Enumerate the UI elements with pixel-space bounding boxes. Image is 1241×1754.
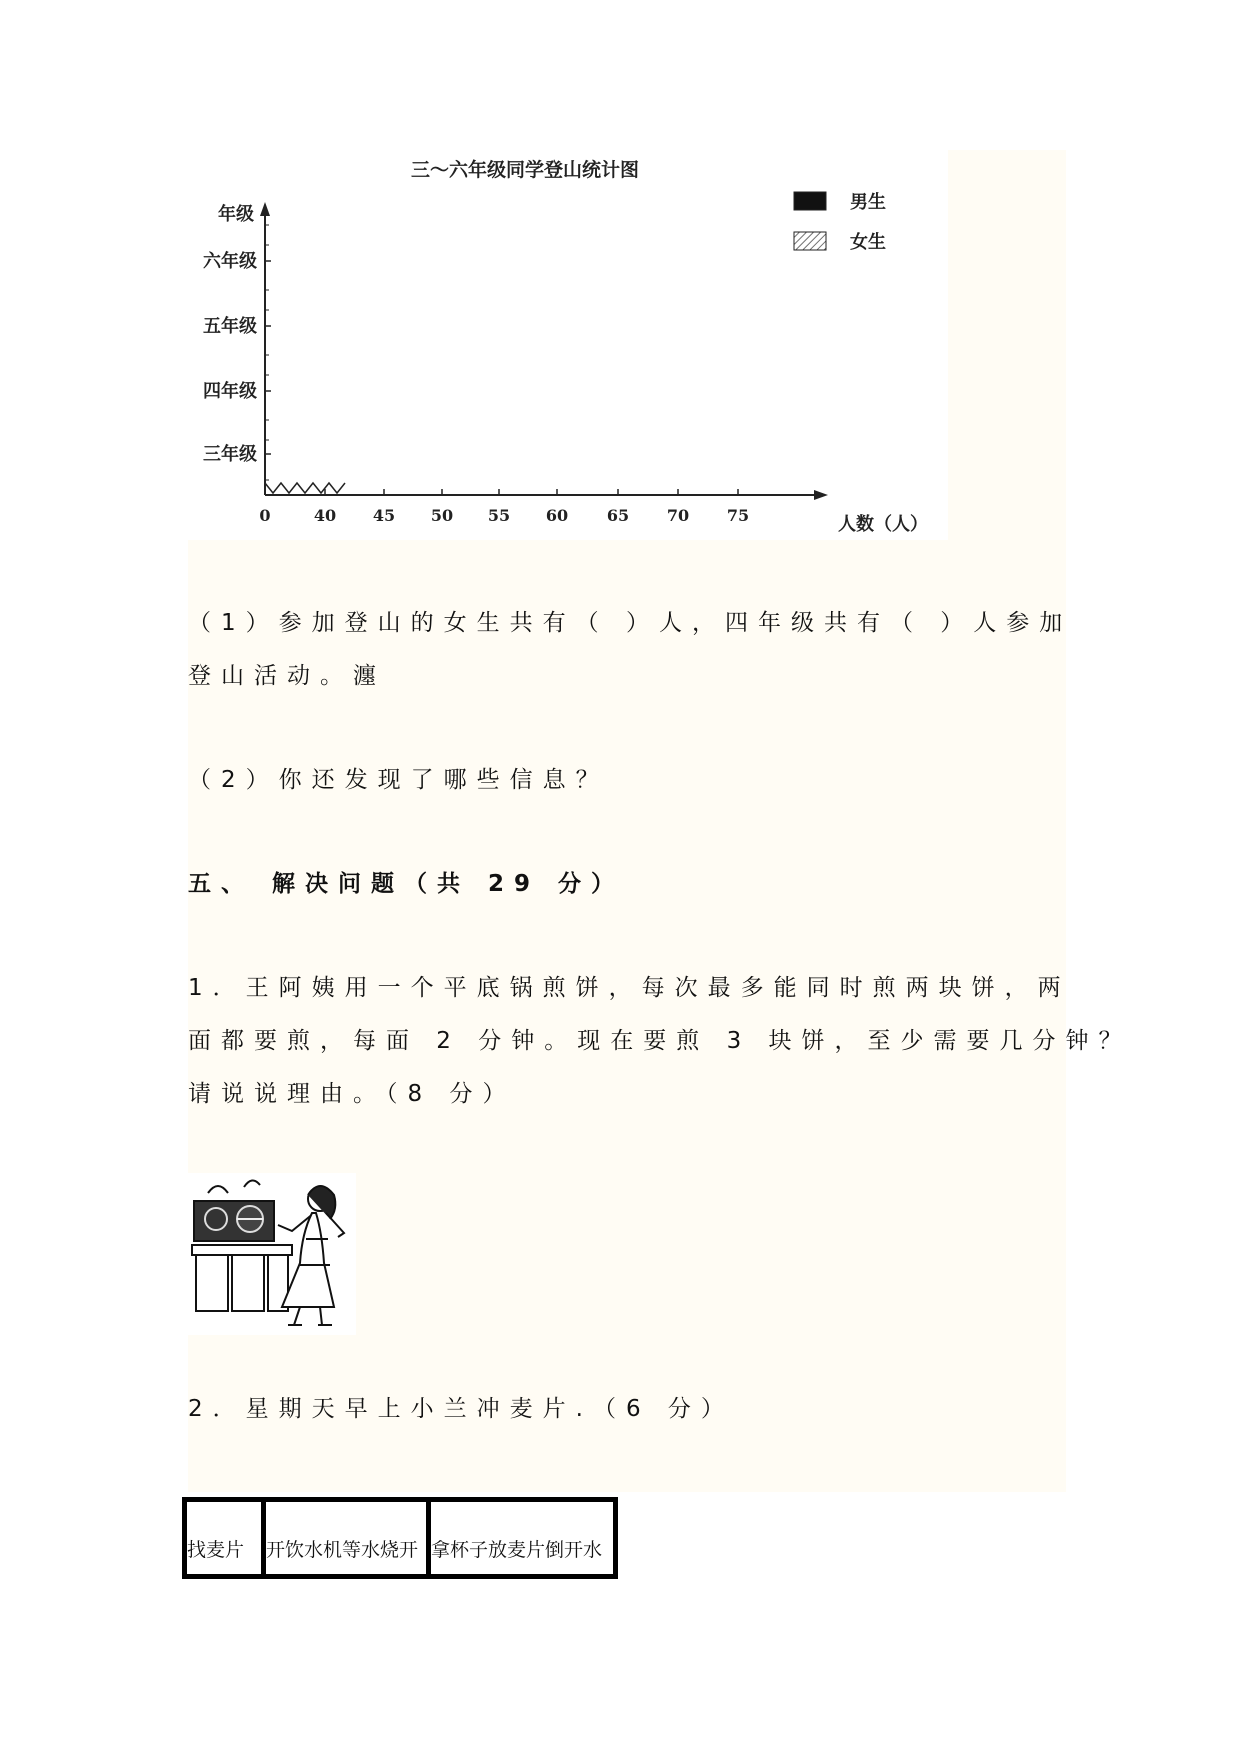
problem-2: 2．星期天早上小兰冲麦片.（6 分） xyxy=(188,1396,734,1422)
cooking-illustration xyxy=(188,1173,356,1335)
x-tick-label: 45 xyxy=(372,506,396,525)
chart-title: 三～六年级同学登山统计图 xyxy=(411,159,640,181)
x-tick-label: 50 xyxy=(430,506,454,525)
x-tick-label: 60 xyxy=(545,506,569,525)
climbing-chart-svg xyxy=(188,150,948,540)
question-2: （2）你还发现了哪些信息？ xyxy=(188,767,609,793)
x-tick-label: 70 xyxy=(666,506,690,525)
legend-label: 女生 xyxy=(850,232,886,253)
climbing-chart xyxy=(188,150,948,540)
x-tick-label: 55 xyxy=(487,506,511,525)
x-tick-label: 40 xyxy=(313,506,337,525)
y-tick-label: 五年级 xyxy=(203,316,257,337)
x-axis-label: 人数（人） xyxy=(838,514,928,535)
x-axis-arrow xyxy=(814,490,828,500)
y-tick-label: 三年级 xyxy=(203,444,257,465)
legend-swatch xyxy=(794,232,826,250)
section-5-heading: 五、 解决问题（共 29 分） xyxy=(188,871,625,897)
table-cell: 找麦片 xyxy=(185,1500,264,1577)
table-cell: 开饮水机等水烧开 xyxy=(264,1500,429,1577)
woman-at-stove-icon xyxy=(188,1173,356,1335)
question-1-line-2: 登山活动。瀍 xyxy=(188,663,386,689)
axis-break xyxy=(265,483,345,493)
y-tick-label: 六年级 xyxy=(203,251,257,272)
y-tick-label: 四年级 xyxy=(203,381,257,402)
x-tick-label: 0 xyxy=(259,506,271,525)
problem-1-line-1: 1．王阿姨用一个平底锅煎饼，每次最多能同时煎两块饼，两 xyxy=(188,975,1071,1001)
table-row xyxy=(185,1500,616,1577)
steps-table xyxy=(182,1497,618,1579)
x-tick-label: 65 xyxy=(606,506,630,525)
question-1-line-1: （1）参加登山的女生共有（ ）人，四年级共有（ ）人参加 xyxy=(188,610,1073,636)
problem-1-line-3: 请说说理由。（8 分） xyxy=(188,1081,516,1107)
legend-label: 男生 xyxy=(850,192,886,213)
legend-swatch xyxy=(794,192,826,210)
y-axis-label: 年级 xyxy=(218,204,254,225)
table-cell: 拿杯子放麦片倒开水 xyxy=(429,1500,616,1577)
x-tick-label: 75 xyxy=(726,506,750,525)
y-axis-arrow xyxy=(260,202,270,216)
problem-1-line-2: 面都要煎，每面 2 分钟。现在要煎 3 块饼，至少需要几分钟？ xyxy=(188,1028,1132,1054)
